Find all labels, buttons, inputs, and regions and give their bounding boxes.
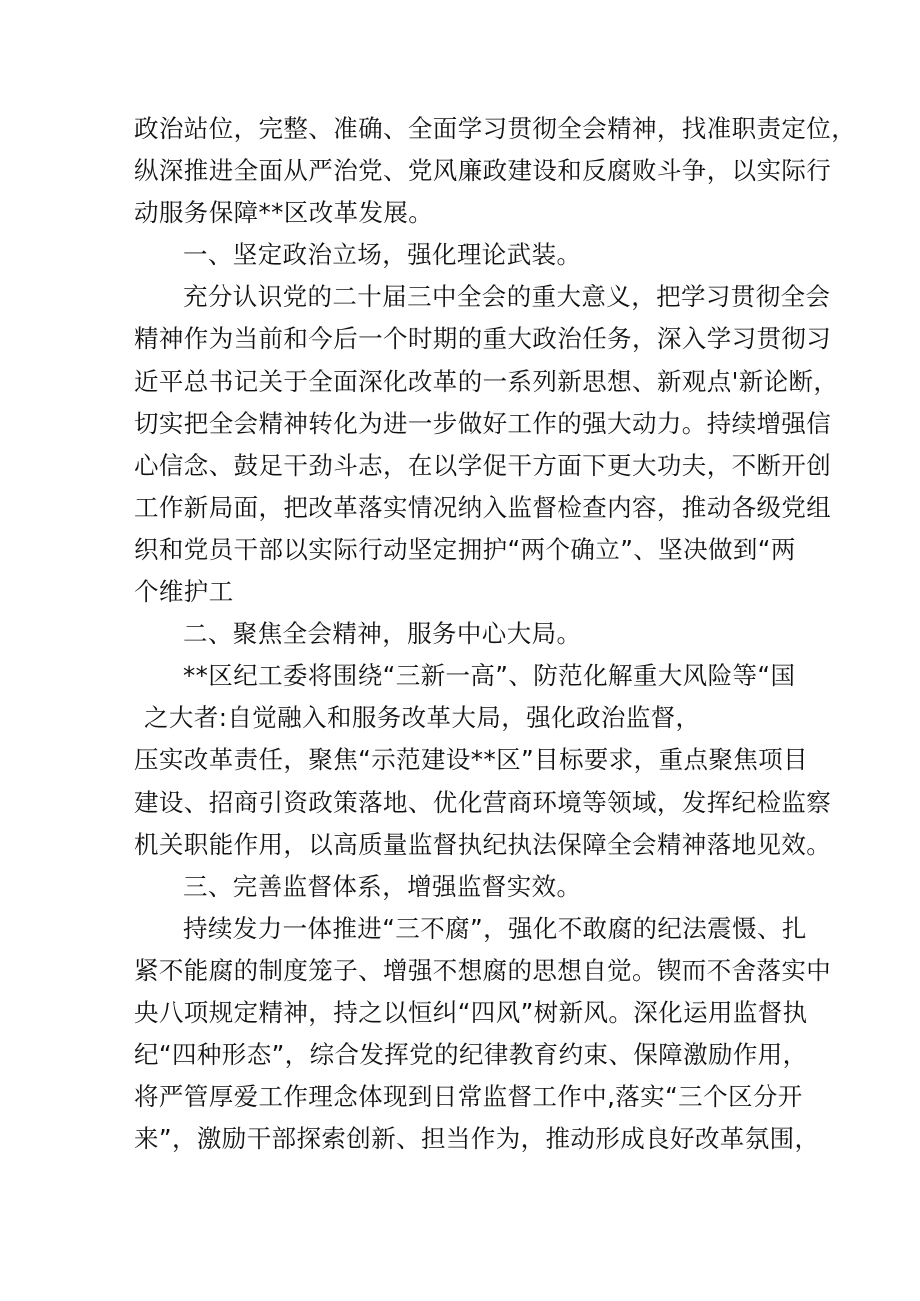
text-line: 个维护工 [134,577,234,607]
paragraph-start: **区纪工委将围绕“三新一高”、防范化解重大风险等“国 [183,661,796,691]
text-line: 之大者:自觉融入和服务改革大局，强化政治监督， [144,703,701,733]
text-line: 机关职能作用，以高质量监督执纪执法保障全会精神落地见效。 [134,829,832,859]
text-line: 心信念、鼓足干劲斗志，在以学促干方面下更大功夫，不断开创 [134,450,832,480]
text-line: 织和党员干部以实际行动坚定拥护“两个确立”、坚决做到“两 [134,534,796,564]
section-heading-3: 三、完善监督体系，增强监督实效。 [183,871,582,901]
text-line: 紧不能腐的制度笼子、增强不想腐的思想自觉。锲而不舍落实中 [134,955,832,985]
text-line: 压实改革责任，聚焦“示范建设**区”目标要求，重点聚焦项目 [134,745,808,775]
document-body [134,108,857,1160]
text-line: 建设、招商引资政策落地、优化营商环境等领域，发挥纪检监察 [134,787,832,817]
text-line: 纪“四种形态”，综合发挥党的纪律教育约束、保障激励作用， [134,1040,808,1070]
text-line: 动服务保障**区改革发展。 [134,198,434,228]
text-line: 纵深推进全面从严治党、党风廉政建设和反腐败斗争，以实际行 [134,156,832,186]
text-line: 政治站位，完整、准确、全面学习贯彻全会精神，找准职责定位， [134,114,857,143]
text-line: 将严管厚爱工作理念体现到日常监督工作中,落实“三个区分开 [134,1082,803,1112]
section-heading-2: 二、聚焦全会精神，服务中心大局。 [183,619,582,649]
text-line: 近平总书记关于全面深化改革的一系列新思想、新观点'新论断， [134,366,839,396]
text-line: 切实把全会精神转化为进一步做好工作的强大动力。持续增强信 [134,408,832,438]
paragraph-start: 持续发力一体推进“三不腐”，强化不敢腐的纪法震慑、扎 [183,913,807,943]
paragraph-start: 充分认识党的二十届三中全会的重大意义，把学习贯彻全会 [183,282,831,312]
text-line: 精神作为当前和今后一个时期的重大政治任务，深入学习贯彻习 [134,324,832,354]
text-line: 央八项规定精神，持之以恒纠“四风”树新风。深化运用监督执 [134,997,808,1027]
text-line: 工作新局面，把改革落实情况纳入监督检查内容，推动各级党组 [134,492,832,522]
text-line: 来”，激励干部探索创新、担当作为，推动形成良好改革氛围， [134,1124,820,1154]
section-heading-1: 一、坚定政治立场，强化理论武装。 [183,240,582,270]
